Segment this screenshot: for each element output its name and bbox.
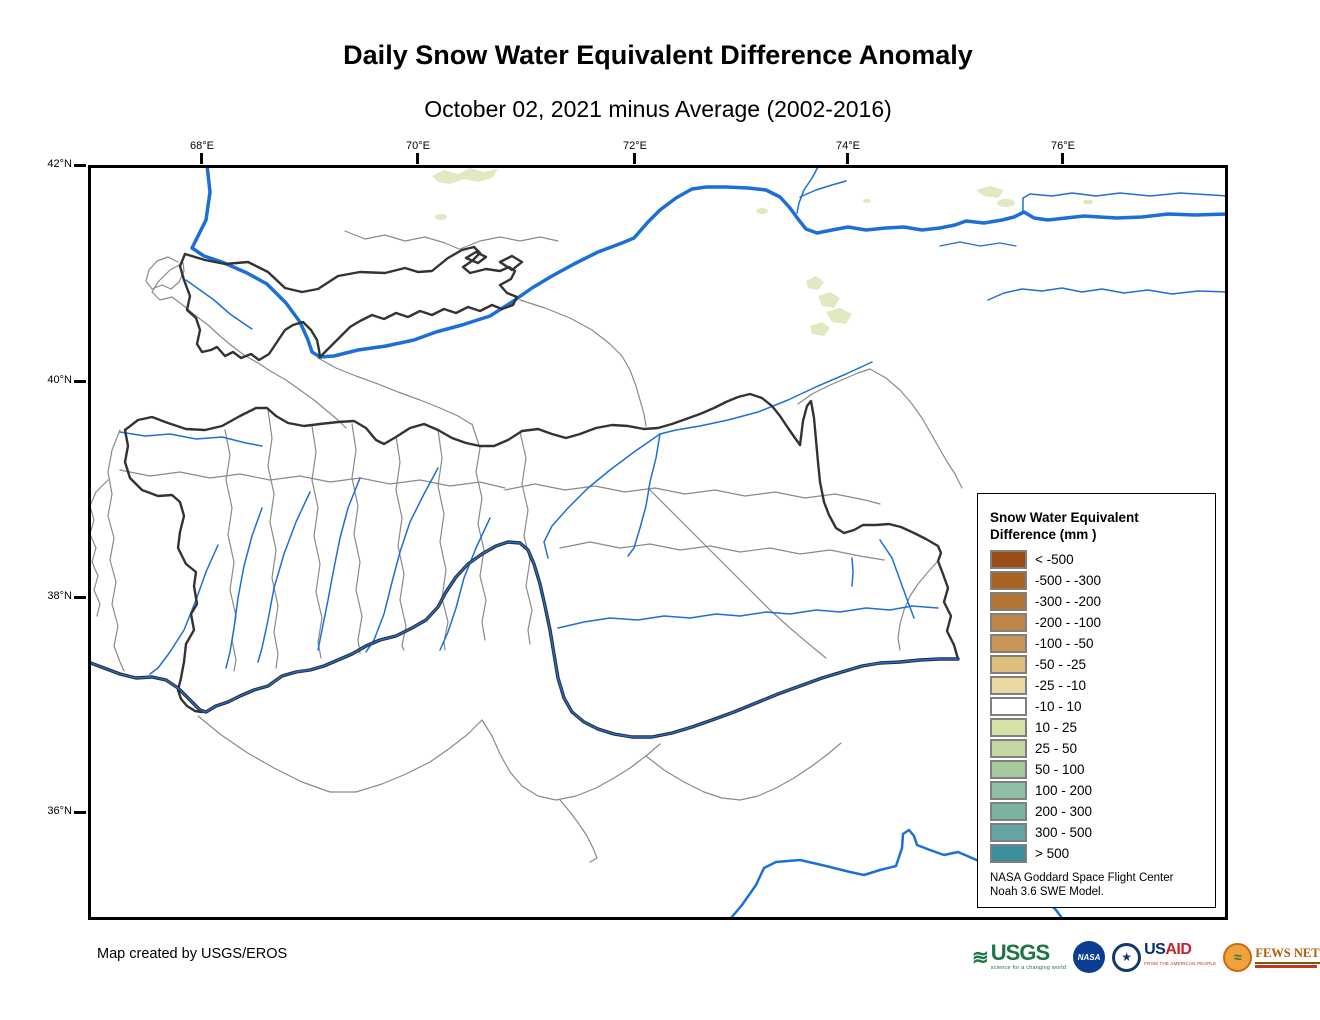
- legend-row: [990, 822, 1215, 843]
- south-border-river-casing: [88, 542, 958, 737]
- y-tick-mark: [74, 380, 86, 383]
- x-tick-72E: [623, 140, 647, 164]
- legend-row: [990, 801, 1215, 822]
- legend-class-label: 25 - 50: [1035, 741, 1078, 756]
- legend-swatch: [990, 655, 1027, 674]
- legend-class-label: -200 - -100: [1035, 615, 1102, 630]
- legend-row: [990, 738, 1215, 759]
- x-tick-74E: [836, 140, 860, 164]
- legend-row: [990, 759, 1215, 780]
- x-tick-76E: [1051, 140, 1075, 164]
- legend-title-line1: Snow Water Equivalent: [990, 510, 1139, 525]
- legend-class-label: 10 - 25: [1035, 720, 1078, 735]
- legend-class-label: -500 - -300: [1035, 573, 1102, 588]
- logo-strip: [972, 936, 1320, 978]
- legend-row: [990, 717, 1215, 738]
- x-tick-label: 68°E: [190, 140, 214, 152]
- x-tick-mark: [846, 153, 849, 164]
- legend-class-label: -100 - -50: [1035, 636, 1094, 651]
- legend-row: [990, 633, 1215, 654]
- y-tick-label: 42°N: [47, 158, 72, 170]
- y-tick-40N: [28, 374, 86, 395]
- x-tick-mark: [1061, 153, 1064, 164]
- legend-class-label: -25 - -10: [1035, 678, 1087, 693]
- y-tick-label: 40°N: [47, 374, 72, 386]
- legend-footnote-line1: NASA Goddard Space Flight Center: [990, 872, 1174, 884]
- nasa-logo: [1073, 941, 1105, 973]
- y-tick-mark: [74, 811, 86, 814]
- page-subtitle: October 02, 2021 minus Average (2002-2016): [424, 96, 892, 122]
- legend-swatch: [990, 550, 1027, 569]
- fewsnet-globe-icon: ≈: [1223, 943, 1252, 972]
- usaid-tagline: FROM THE AMERICAN PEOPLE: [1144, 961, 1217, 966]
- legend-row: [990, 612, 1215, 633]
- legend-footnote: [990, 871, 1215, 899]
- legend-swatch: [990, 739, 1027, 758]
- x-tick-mark: [633, 153, 636, 164]
- legend-swatch: [990, 571, 1027, 590]
- usgs-logo: [972, 940, 1067, 971]
- legend-row: [990, 780, 1215, 801]
- legend-class-label: > 500: [1035, 846, 1070, 861]
- legend-swatch: [990, 613, 1027, 632]
- legend-title-line2: Difference (mm ): [990, 527, 1097, 542]
- map-credit: Map created by USGS/EROS: [97, 946, 288, 962]
- usgs-wave-icon: ≋: [972, 946, 989, 969]
- legend-class-label: -300 - -200: [1035, 594, 1102, 609]
- fewsnet-tagline-bar: [1255, 965, 1317, 968]
- fewsnet-logo: [1223, 943, 1319, 972]
- y-tick-mark: [74, 596, 86, 599]
- x-tick-mark: [200, 153, 203, 164]
- x-tick-label: 72°E: [623, 140, 647, 152]
- usaid-seal-icon: ★: [1112, 943, 1141, 972]
- legend-row: [990, 549, 1215, 570]
- legend-class-label: 100 - 200: [1035, 783, 1093, 798]
- x-tick-label: 74°E: [836, 140, 860, 152]
- legend: [977, 493, 1216, 908]
- legend-swatch: [990, 592, 1027, 611]
- usaid-logo: [1112, 943, 1216, 972]
- legend-class-list: [990, 549, 1215, 864]
- legend-swatch: [990, 718, 1027, 737]
- legend-row: [990, 843, 1215, 864]
- x-tick-mark: [416, 153, 419, 164]
- x-tick-label: 70°E: [406, 140, 430, 152]
- legend-row: [990, 570, 1215, 591]
- y-tick-label: 38°N: [47, 590, 72, 602]
- usaid-wordmark: USAID: [1144, 941, 1192, 958]
- legend-row: [990, 675, 1215, 696]
- usgs-wordmark: USGS: [990, 940, 1050, 965]
- legend-row: [990, 696, 1215, 717]
- y-tick-mark: [74, 164, 86, 167]
- y-tick-label: 36°N: [47, 805, 72, 817]
- x-tick-68E: [190, 140, 214, 164]
- y-tick-36N: [28, 805, 86, 826]
- legend-class-label: 300 - 500: [1035, 825, 1093, 840]
- legend-swatch: [990, 676, 1027, 695]
- legend-row: [990, 654, 1215, 675]
- legend-swatch: [990, 802, 1027, 821]
- legend-swatch: [990, 844, 1027, 863]
- fewsnet-wordmark: FEWS NET: [1255, 946, 1319, 964]
- legend-swatch: [990, 781, 1027, 800]
- legend-swatch: [990, 760, 1027, 779]
- legend-class-label: -50 - -25: [1035, 657, 1087, 672]
- legend-class-label: < -500: [1035, 552, 1074, 567]
- nasa-wordmark: NASA: [1077, 952, 1101, 962]
- x-tick-70E: [406, 140, 430, 164]
- legend-swatch: [990, 634, 1027, 653]
- usgs-tagline: science for a changing world: [990, 965, 1067, 971]
- legend-class-label: 200 - 300: [1035, 804, 1093, 819]
- legend-title: [990, 509, 1215, 543]
- page-title: Daily Snow Water Equivalent Difference Anomaly: [343, 40, 973, 70]
- y-tick-38N: [28, 590, 86, 611]
- legend-class-label: 50 - 100: [1035, 762, 1085, 777]
- x-tick-label: 76°E: [1051, 140, 1075, 152]
- south-border-river-water: [88, 542, 958, 737]
- legend-swatch: [990, 697, 1027, 716]
- y-tick-42N: [28, 158, 86, 179]
- legend-swatch: [990, 823, 1027, 842]
- legend-footnote-line2: Noah 3.6 SWE Model.: [990, 886, 1104, 898]
- legend-class-label: -10 - 10: [1035, 699, 1082, 714]
- legend-row: [990, 591, 1215, 612]
- anomaly-patches-layer: [432, 168, 1093, 336]
